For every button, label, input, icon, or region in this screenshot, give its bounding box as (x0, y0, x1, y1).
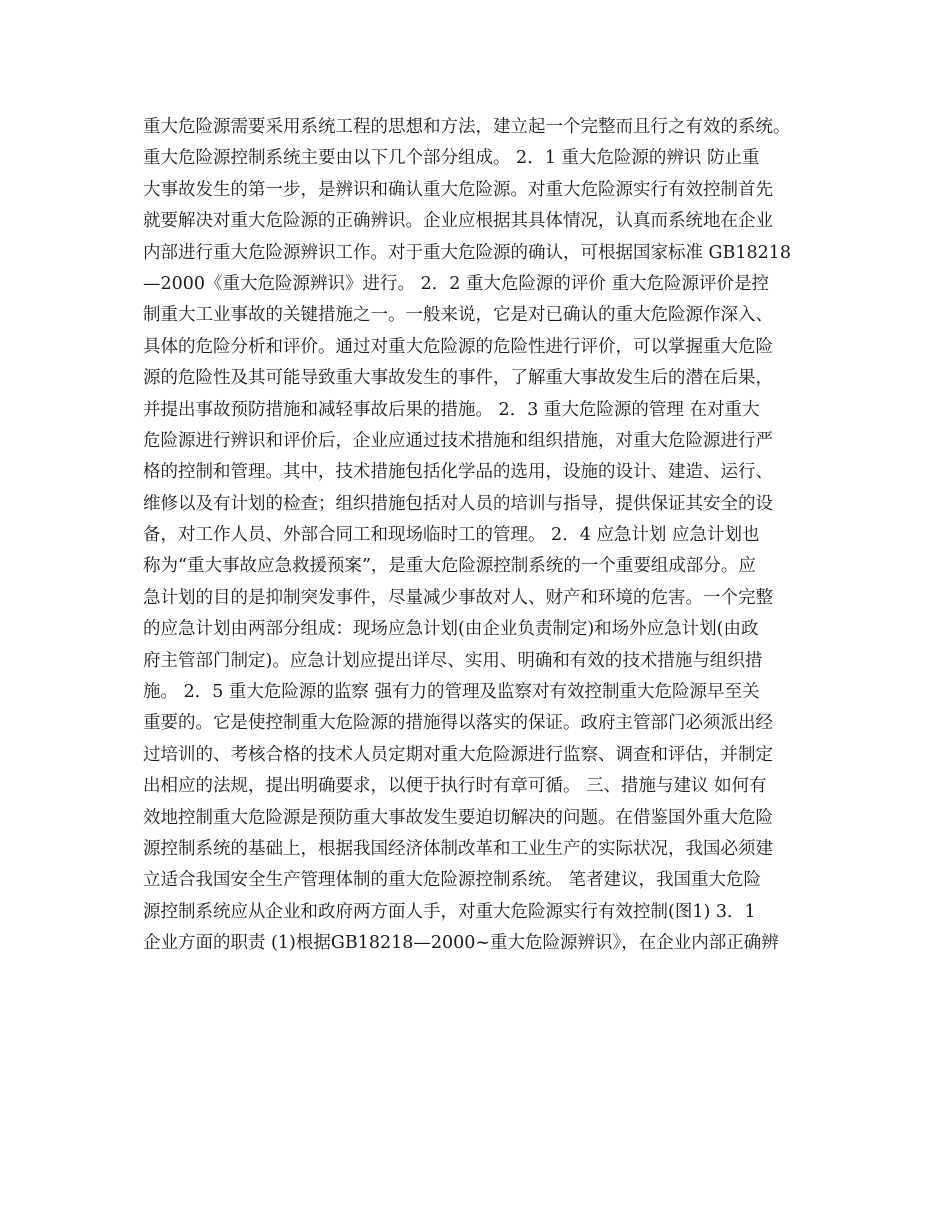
text-line: 过培训的、考核合格的技术人员定期对重大危险源进行监察、调查和评估，并制定 (143, 744, 773, 765)
text-line: 危险源进行辨识和评价后，企业应通过技术措施和组织措施，对重大危险源进行严 (143, 430, 773, 451)
text-line: 立适合我国安全生产管理体制的重大危险源控制系统。 笔者建议，我国重大危险 (143, 870, 762, 891)
text-line: 源控制系统的基础上，根据我国经济体制改革和工业生产的实际状况，我国必须建 (143, 838, 773, 859)
text-line: 内部进行重大危险源辨识工作。对于重大危险源的确认，可根据国家标准 GB18218 (143, 242, 792, 263)
text-line: 具体的危险分析和评价。通过对重大危险源的危险性进行评价，可以掌握重大危险 (143, 336, 773, 357)
text-line: 施。 2．5 重大危险源的监察 强有力的管理及监察对有效控制重大危险源早至关 (143, 682, 760, 703)
text-line: 重大危险源控制系统主要由以下几个部分组成。 2．1 重大危险源的辨识 防止重 (143, 148, 760, 169)
text-line: 重要的。它是使控制重大危险源的措施得以落实的保证。政府主管部门必须派出经 (143, 713, 773, 734)
text-line: —2000《重大危险源辨识》进行。 2．2 重大危险源的评价 重大危险源评价是控 (143, 273, 769, 294)
text-line: 源控制系统应从企业和政府两方面人手，对重大危险源实行有效控制(图1) 3．1 (143, 901, 756, 922)
text-line: 维修以及有计划的检查；组织措施包括对人员的培训与指导，提供保证其安全的设 (143, 493, 773, 514)
text-line: 急计划的目的是抑制突发事件，尽量减少事故对人、财产和环境的危害。一个完整 (143, 587, 773, 608)
text-line: 重大危险源需要采用系统工程的思想和方法，建立起一个完整而且行之有效的系统。 (143, 117, 791, 137)
text-line: 并提出事故预防措施和减轻事故后果的措施。 2．3 重大危险源的管理 在对重大 (143, 399, 760, 420)
text-line: 称为“重大事故应急救援预案”，是重大危险源控制系统的一个重要组成部分。应 (143, 556, 756, 577)
text-line: 企业方面的职责 (1)根据GB18218—2000~重大危险源辨识》，在企业内部正确辨 (143, 933, 779, 954)
text-line: 府主管部门制定)。应急计划应提出详尽、实用、明确和有效的技术措施与组织措 (143, 650, 763, 671)
text-line: 的应急计划由两部分组成：现场应急计划(由企业负责制定)和场外应急计划(由政 (143, 619, 759, 640)
body-text (143, 112, 823, 960)
text-line: 源的危险性及其可能导致重大事故发生的事件，了解重大事故发生后的潜在后果， (143, 368, 773, 389)
text-line: 制重大工业事故的关键措施之一。一般来说，它是对已确认的重大危险源作深入、 (143, 305, 773, 326)
text-line: 备，对工作人员、外部合同工和现场临时工的管理。 2．4 应急计划 应急计划也 (143, 525, 760, 546)
text-line: 格的控制和管理。其中，技术措施包括化学品的选用，设施的设计、建造、运行、 (143, 462, 773, 483)
text-line: 效地控制重大危险源是预防重大事故发生要迫切解决的问题。在借鉴国外重大危险 (143, 807, 773, 828)
text-line: 出相应的法规，提出明确要求，以便于执行时有章可循。 三、措施与建议 如何有 (143, 776, 767, 797)
text-line: 就要解决对重大危险源的正确辨识。企业应根据其具体情况，认真而系统地在企业 (143, 211, 773, 232)
text-line: 大事故发生的第一步，是辨识和确认重大危险源。对重大危险源实行有效控制首先 (143, 179, 773, 200)
